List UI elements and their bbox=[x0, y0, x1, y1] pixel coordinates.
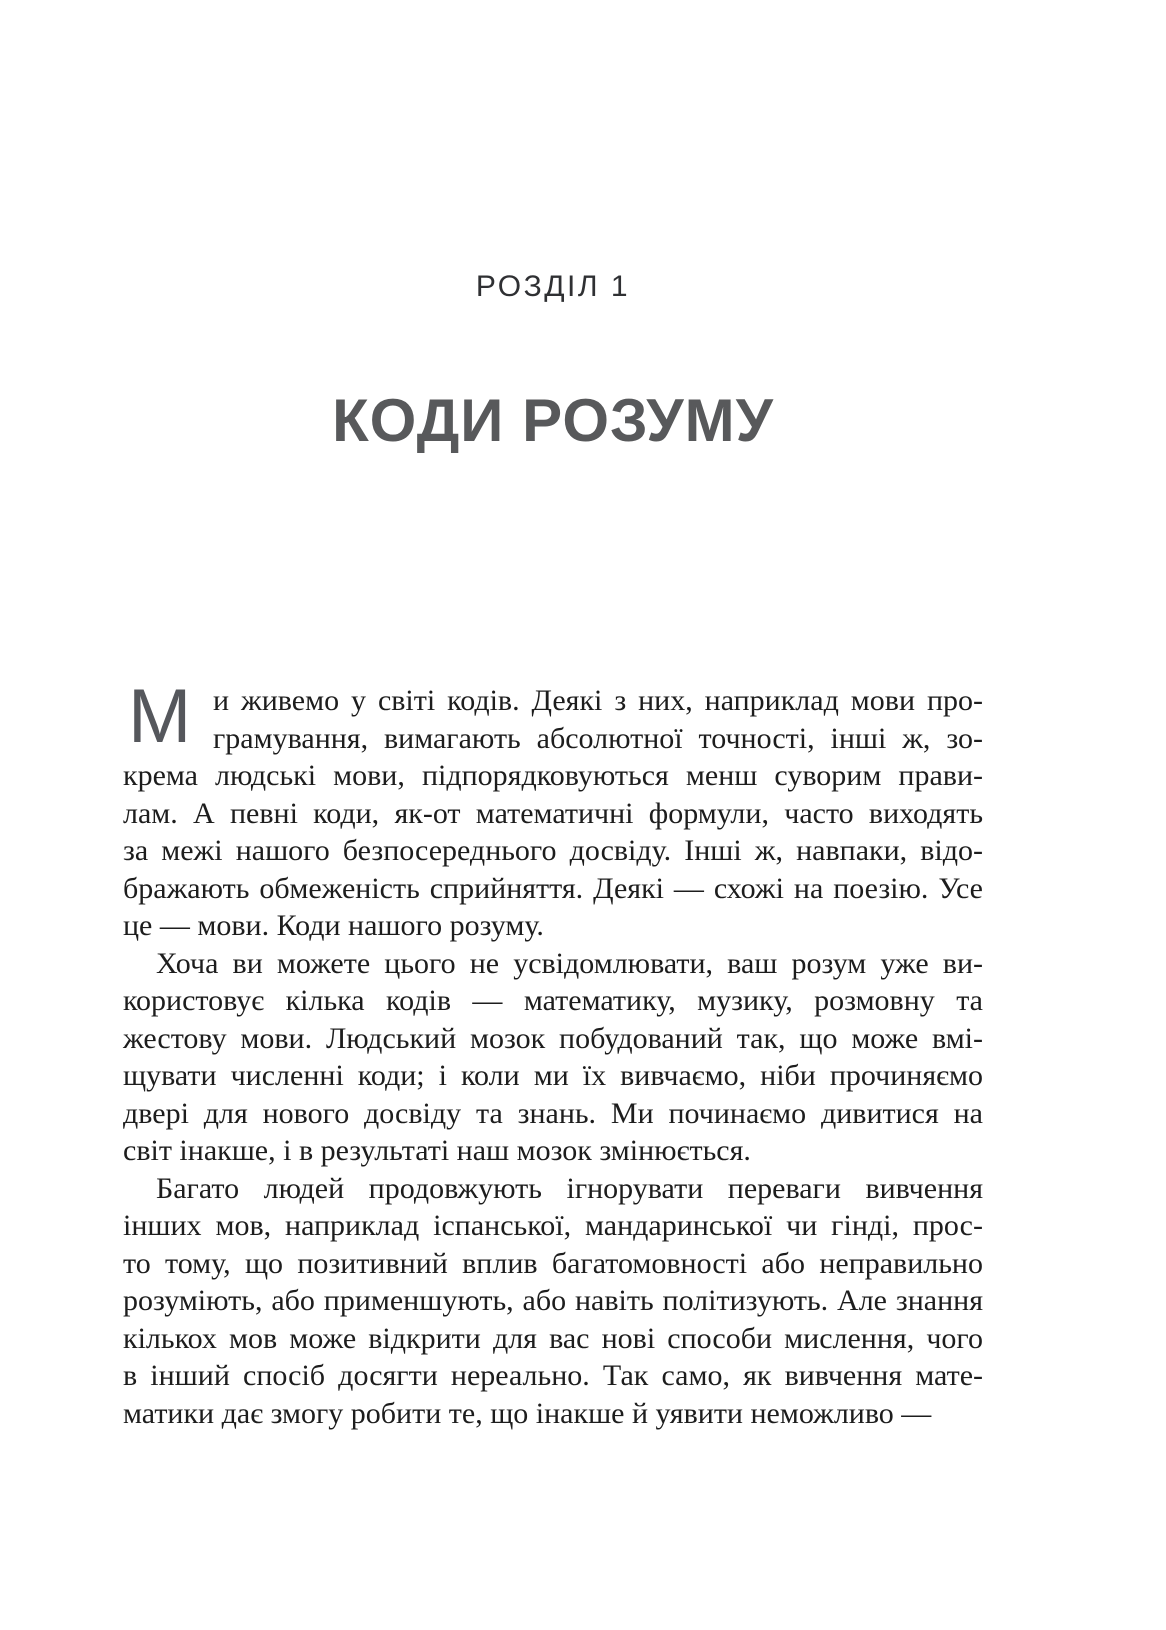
text-line: грамування, вимагають абсолютної точності, інші ж, зо- bbox=[213, 721, 983, 755]
dropcap-letter: М bbox=[128, 674, 192, 759]
text-line: в інший спосіб досягти нереально. Так само, як вивчення мате- bbox=[123, 1359, 983, 1392]
text-line: и живемо у світі кодів. Деякі з них, наприклад мови про- bbox=[213, 684, 983, 717]
text-line: двері для нового досвіду та знань. Ми починаємо дивитися на bbox=[123, 1096, 983, 1130]
text-line: світ інакше, і в результаті наш мозок змінюється. bbox=[123, 1134, 751, 1167]
text-line: інших мов, наприклад іспанської, мандаринської чи гінді, прос- bbox=[123, 1209, 983, 1242]
paragraph-2 bbox=[123, 945, 983, 1170]
text-line: лам. А певні коди, як-от математичні формули, часто виходять bbox=[123, 796, 983, 830]
paragraph-1 bbox=[123, 674, 983, 945]
text-line: щувати численні коди; і коли ми їх вивчаємо, ніби прочиняємо bbox=[123, 1059, 983, 1092]
chapter-title: КОДИ РОЗУМУ bbox=[332, 387, 774, 454]
text-line: за межі нашого безпосереднього досвіду. Інші ж, навпаки, відо- bbox=[123, 834, 983, 867]
text-line: Багато людей продовжують ігнорувати переваги вивчення bbox=[156, 1171, 983, 1205]
text-line: то тому, що позитивний вплив багатомовності або неправильно bbox=[123, 1246, 983, 1280]
text-line: розуміють, або применшують, або навіть політизують. Але знання bbox=[123, 1284, 983, 1317]
text-line: крема людські мови, підпорядковуються менш суворим прави- bbox=[123, 759, 983, 792]
text-line: матики дає змогу робити те, що інакше й уявити неможливо — bbox=[123, 1396, 932, 1430]
text-line: кількох мов може відкрити для вас нові способи мислення, чого bbox=[123, 1321, 983, 1355]
body-text bbox=[123, 674, 983, 1432]
text-line: бражають обмеженість сприйняття. Деякі — схожі на поезію. Усе bbox=[123, 871, 983, 905]
chapter-number: РОЗДІЛ 1 bbox=[475, 270, 631, 303]
paragraph-1-lines bbox=[123, 674, 983, 945]
text-line: це — мови. Коди нашого розуму. bbox=[123, 909, 544, 942]
text-line: користовує кілька кодів — математику, музику, розмовну та bbox=[123, 984, 983, 1017]
text-line: жестову мови. Людський мозок побудований так, що може вмі- bbox=[123, 1021, 983, 1055]
text-line: Хоча ви можете цього не усвідомлювати, ваш розум уже ви- bbox=[156, 946, 983, 980]
paragraph-3 bbox=[123, 1170, 983, 1433]
